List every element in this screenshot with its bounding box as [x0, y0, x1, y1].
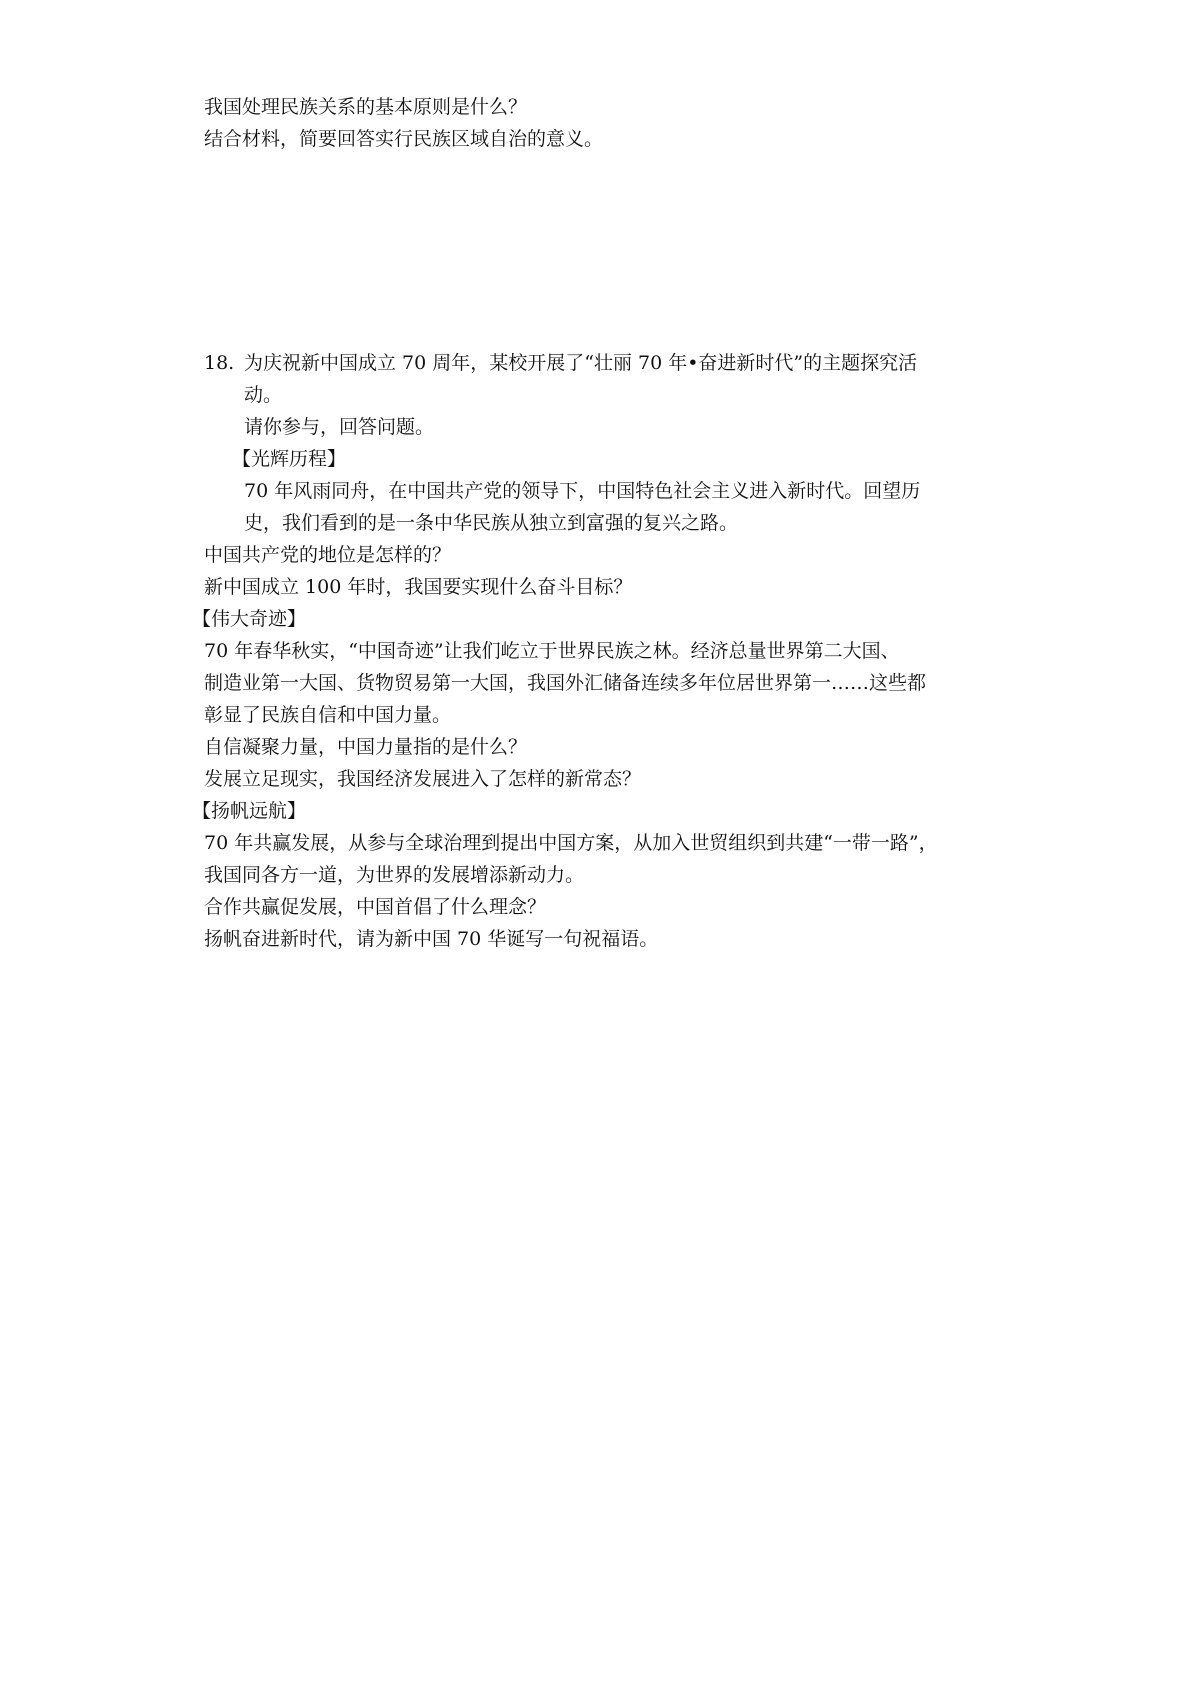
section2-question1: 自信凝聚力量，中国力量指的是什么？ — [204, 736, 528, 758]
question-ethnic-principle: 我国处理民族关系的基本原则是什么？ — [204, 96, 528, 118]
q18-intro-line2: 动。 — [244, 384, 283, 406]
section2-question2: 发展立足现实，我国经济发展进入了怎样的新常态？ — [204, 768, 642, 790]
section2-material-line1: 70 年春华秋实，“中国奇迹”让我们屹立于世界民族之林。经济总量世界第二大国、 — [204, 640, 900, 662]
section2-material-line3: 彰显了民族自信和中国力量。 — [204, 704, 452, 726]
section1-question1: 中国共产党的地位是怎样的？ — [204, 544, 452, 566]
section3-material-line2: 我国同各方一道，为世界的发展增添新动力。 — [204, 864, 585, 886]
section2-material-line2: 制造业第一大国、货物贸易第一大国，我国外汇储备连续多年位居世界第一……这些都 — [204, 672, 927, 694]
question-regional-autonomy: 结合材料，简要回答实行民族区域自治的意义。 — [204, 128, 604, 150]
section-heading-set-sail: 【扬帆远航】 — [192, 800, 307, 822]
section3-material-line1: 70 年共赢发展，从参与全球治理到提出中国方案，从加入世贸组织到共建“一带一路”， — [204, 832, 938, 854]
section1-material-line2: 史，我们看到的是一条中华民族从独立到富强的复兴之路。 — [244, 512, 739, 534]
q18-intro-line1: 为庆祝新中国成立 70 周年，某校开展了“壮丽 70 年•奋进新时代”的主题探究活 — [244, 352, 918, 374]
section1-question2: 新中国成立 100 年时，我国要实现什么奋斗目标？ — [204, 576, 633, 598]
q18-prompt: 请你参与，回答问题。 — [244, 416, 435, 438]
question-number: 18. — [204, 352, 235, 374]
section3-question1: 合作共赢促发展，中国首倡了什么理念？ — [204, 896, 547, 918]
section-heading-glorious-journey: 【光辉历程】 — [232, 448, 347, 470]
section-heading-great-miracle: 【伟大奇迹】 — [192, 608, 307, 630]
section1-material-line1: 70 年风雨同舟，在中国共产党的领导下，中国特色社会主义进入新时代。回望历 — [244, 480, 921, 502]
section3-question2: 扬帆奋进新时代，请为新中国 70 华诞写一句祝福语。 — [204, 928, 659, 950]
